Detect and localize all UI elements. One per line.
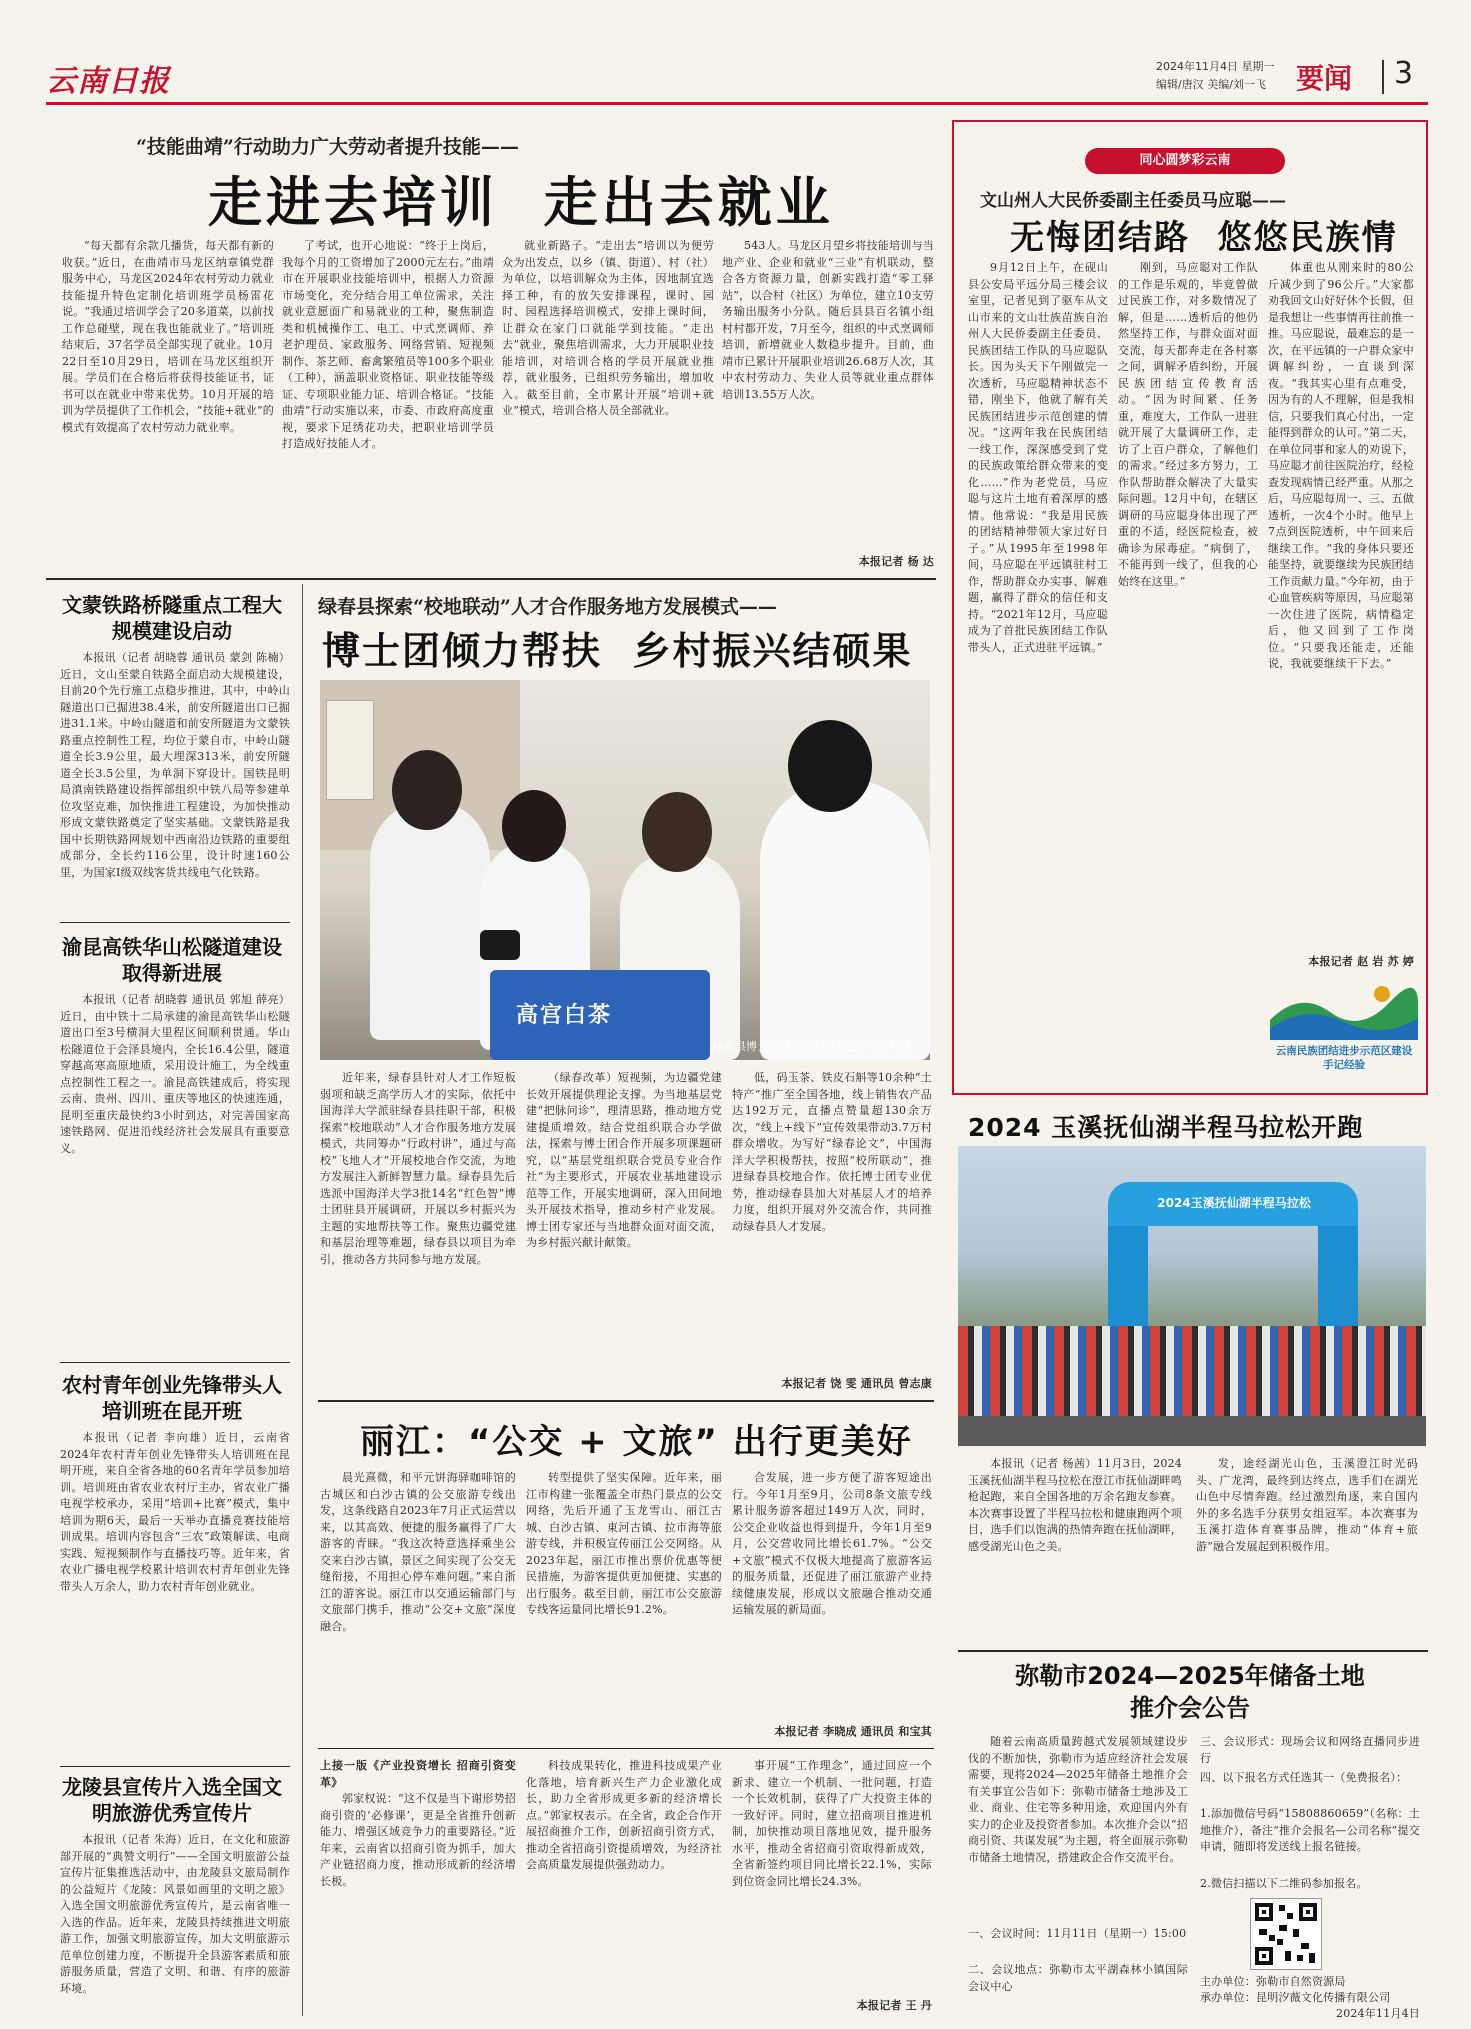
a9-logo-text: 云南民族团结进步示范区建设 手记经验 bbox=[1275, 1045, 1413, 1071]
a10-body-left: 本报讯（记者 杨茜）11月3日，2024玉溪抚仙湖半程马拉松在澄江市抚仙湖畔鸣枪起跑，来自全国各地的万余名跑友参赛。本次赛事设置了半程马拉松和健康跑两个项目，选手们以饱满的热情奔跑在抚仙湖畔，感受湖光山色之美。 bbox=[968, 1457, 1182, 1553]
a1-col2: 了考试，也开心地说：“终于上岗后，我每个月的工资增加了2000元左右。”曲靖市在开展职业技能培训中，根据人力资源市场变化，充分结合用工单位需求，关注就业意愿面广和易就业的工种，聚焦制造类和机械操作工、电工、中式烹调师、养老护理员、家政服务、网络营销、短视频制作、茶艺师、畜禽繁殖员等100多个职业（工种），涵盖职业资格证、职业技能等级证、专项职业能力证、培训合格证。“技能曲靖”行动实施以来，市委、市政府高度重视，要求下足绣花功夫，把职业培训学员打造成好技能人才。 bbox=[282, 239, 494, 450]
a11-item-6: 2.微信扫描以下二维码参加报名。 bbox=[1200, 1877, 1368, 1890]
a6-col2: （绿春改革）短视频，为边疆党建长效开展提供理论支撑。为当地基层党建“把脉问诊”，理清思路，推动地方党建提质增效。结合党组织联合办学做法，探索与博士团合作开展多项课题研究，以“基层党组织联合党员专业合作社”为主要形式，开展农业基地建设示范等工作，开展实地调研，深入田间地头开展技术指导，推动乡村产业发展。博士团专家还与当地群众面对面交流，为乡村振兴献计献策。 bbox=[526, 1071, 722, 1249]
a9-col2: 刚到，马应聪对工作队的工作是乐观的，毕竟曾做过民族工作，对多数情况了解，但是……透析后的他仍然坚持工作，与群众面对面交流，每天都奔走在各村寨之间，调解矛盾纠纷，开展民族团结宣传教育活动。“因为时间紧、任务重，难度大，工作队一进驻就开展了大量调研工作，走访了上百户群众，了解他们的需求。”经过多方努力，工作队帮助群众解决了大量实际问题。12月中旬，在辖区调研的马应聪身体出现了严重的不适，经医院检查，被确诊为尿毒症。“病倒了，不能再到一线了，但我的心始终在这里。” bbox=[1118, 261, 1258, 588]
a11-item-5: 1.添加微信号码“15808860659”（名称：土地推介），备注“推介会报名—公司名称”提交申请，随即将发送线上报名链接。 bbox=[1200, 1807, 1420, 1853]
a4-rule bbox=[60, 1766, 290, 1767]
a9-byline: 本报记者 赵 岩 苏 婷 bbox=[1308, 955, 1414, 968]
a11-item-2: 二、会议地点：弥勒市太平湖森林小镇国际会议中心 bbox=[968, 1963, 1188, 1993]
a9-col1: 9月12日上午，在砚山县公安局平远分局三楼会议室里，记者见到了驱车从文山市来的文山壮族苗族自治州人大民侨委副主任委员、民族团结工作队的马应聪队长。因为头天下午刚做完一次透析，马应聪精神状态不错，刚坐下，他就了解有关民族团结进步示范创建的情况。“这两年我在民族团结一线工作，深深感受到了党的民族政策给群众带来的变化……”作为老党员，马应聪与这片土地有着深厚的感情。他常说：“我是用民族的团结精神带领大家过好日子。”从1995年至1998年间，马应聪在平远镇驻村工作，帮助群众办实事、解难题，赢得了群众的信任和支持。“2021年12月，马应聪成为了首批民族团结工作队带头人，正式进驻平远镇。” bbox=[968, 261, 1108, 654]
a3-body: 本报讯（记者 胡晓蓉 通讯员 郭旭 薛亮）近日，由中铁十二局承建的渝昆高铁华山松隧道出口至3号横洞大里程区间顺利贯通。华山松隧道位于会泽县境内，全长16.4公里，隧道穿越高寒高原地质，采用设计施工，为全线重点控制性工程之一。渝昆高铁建成后，将实现云南、贵州、四川、重庆等地区的快速连通，昆明至重庆最快约3小时到达，对完善国家高速铁路网、促进沿线经济社会发展具有重要意义。 bbox=[60, 993, 290, 1155]
a2-body: 本报讯（记者 胡晓蓉 通讯员 蒙剑 陈楠）近日，文山至蒙自铁路全面启动大规模建设，目前20个先行施工点稳步推进，其中，中岭山隧道出口已掘进38.4米，前安所隧道出口已掘进31.1米。中岭山隧道和前安所隧道为文蒙铁路重点控制性工程，均位于蒙自市，中岭山隧道全长3.9公里，最大埋深313米，前安所隧道全长3.5公里，为单洞下穿设计。国铁昆明局滇南铁路建设指挥部组织中铁八局等参建单位攻坚克难，加快推进工程建设，为加快推动形成文蒙铁路奠定了坚实基础。文蒙铁路是我国中长期铁路网规划中西南沿边铁路的重要组成部分，全长约116公里，设计时速160公里，为国家Ⅰ级双线客货共线电气化铁路。 bbox=[60, 651, 290, 879]
a10-title: 2024 玉溪抚仙湖半程马拉松开跑 bbox=[968, 1113, 1364, 1142]
person-right bbox=[760, 780, 930, 1060]
a11-item-1: 一、会议时间：11月11日（星期一）15:00 bbox=[968, 1927, 1187, 1940]
a2-title: 文蒙铁路桥隧重点工程大规模建设启动 bbox=[62, 593, 282, 643]
masthead bbox=[0, 0, 1471, 100]
a11-date: 2024年11月4日 bbox=[1336, 2007, 1420, 2020]
masthead-rule bbox=[46, 102, 1428, 105]
a8-col3: 事开展“工作理念”，通过回应一个新求、建立一个机制、一批问题，打造一个长效机制，获得了广大投资主体的一致好评。同时，建立招商项目推进机制，加快推动项目落地见效，提升服务水平，推动全省招商引资取得新成效，全省新签约项目同比增长22.1%，实际到位资金同比增长24.3%。 bbox=[732, 1759, 932, 1888]
a2-rule bbox=[60, 922, 290, 923]
a7-rule bbox=[318, 1748, 934, 1749]
a11-body: 随着云南高质量跨越式发展领域建设步伐的不断加快，弥勒市为适应经济社会发展需要，现将2024—2025年储备土地推介会有关事宜公告如下：弥勒市储备土地涉及工业、商业、住宅等多种用途，欢迎国内外有实力的企业及投资者参加。本次推介会以“招商引资、共谋发展”为主题，将全面展示弥勒市储备土地情况，搭建政企合作交流平台。 bbox=[968, 1735, 1188, 1864]
a6-photo-caption: 绿春县博士团成员深入茶企进行实地调研。 bbox=[713, 1040, 922, 1053]
a7-col2: 转型提供了坚实保障。近年来，丽江市构建一张覆盖全市热门景点的公交网络，先后开通了玉龙雪山、丽江古城、白沙古镇、東河古镇、拉市海等旅游专线，并积极宣传丽江公交网络。从2023年起，丽江市推出票价优惠等便民措施，为游客提供更加便捷、实惠的出行服务。截至目前，丽江市公交旅游专线客运量同比增长91.2%。 bbox=[526, 1471, 722, 1616]
a11-item-3: 三、会议形式：现场会议和网络直播同步进行 bbox=[1200, 1735, 1420, 1765]
a6-rule bbox=[318, 1400, 934, 1402]
product-box-label: 高宫白茶 bbox=[516, 1003, 613, 1028]
left-col-divider bbox=[302, 584, 303, 2016]
a9-kicker: 文山州人大民侨委副主任委员马应聪—— bbox=[980, 191, 1286, 211]
section-divider bbox=[1382, 60, 1384, 94]
a1-byline: 本报记者 杨 达 bbox=[858, 555, 934, 568]
a3-title: 渝昆高铁华山松隧道建设取得新进展 bbox=[62, 935, 282, 985]
a6-photo bbox=[320, 680, 930, 1060]
camera-icon bbox=[480, 930, 520, 960]
a4-title: 农村青年创业先锋带头人培训班在昆开班 bbox=[62, 1373, 282, 1423]
a6-title: 博士团倾力帮扶 乡村振兴结硕果 bbox=[322, 629, 913, 673]
a10-rule bbox=[958, 1650, 1428, 1652]
a9-banner: 同心圆梦彩云南 bbox=[1085, 148, 1285, 174]
a7-col3: 合发展，进一步方便了游客短途出行。今年1月至9月，公司8条文旅专线累计服务游客超过149万人次，同时，公交企业收益也得到提升，今年1月至9月，公交营收同比增长61.7%。“公交+文旅”模式不仅极大地提高了旅游客运的服务质量，还促进了丽江旅游产业持续健康发展，形成以文旅融合推动交通运输发展的新局面。 bbox=[732, 1471, 932, 1616]
a11-title: 弥勒市2024—2025年储备土地推介会公告 bbox=[1015, 1662, 1365, 1722]
a9-logo bbox=[1270, 980, 1418, 1080]
a8-col1: 上接一版《产业投资增长 招商引资变革》 郭家权说：“这不仅是当下谢形势招商引资的‘必修课’，更是全省推升创新能力、增强区域竞争力的重要路径。”近年来，云南省以招商引资为抓手，加大产业链招商力度，推动形成新的经济增长极。 bbox=[320, 1759, 516, 1888]
newspaper-logo: 云南日报 bbox=[46, 64, 170, 99]
qr-code-icon bbox=[1251, 1899, 1321, 1969]
a1-bottom-rule bbox=[46, 578, 936, 580]
a8-byline: 本报记者 王 丹 bbox=[856, 1999, 932, 2012]
person-center-left-head bbox=[502, 790, 566, 862]
a1-col4: 543人。马龙区月望乡将技能培训与当地产业、企业和就业“三业”有机联动，整合各方资源力量，创新实践打造“零工驿站”，以合村（社区）为单位，建立10支劳务输出服务小分队。随后县县百名镇小组村村都开发，7月至今，组织的中式烹调师培训，新增就业人数稳步提升。目前，曲靖市已累计开展职业培训26.68万人次，其中农村劳动力、失业人员等就业重点群体培训13.55万人次。 bbox=[722, 239, 934, 401]
a1-col1: “每天都有余款几播货，每天都有新的收获。”近日，在曲靖市马龙区纳章镇党群服务中心，马龙区2024年农村劳动力就业技能提升特色定制化培训班学员杨雷花说。“我通过培训学会了20多道菜，以前找工作总碰壁，现在我也能就业了。”培训班结束后，37名学员全部实现了就业。10月22日至10月29日，培训在马龙区组织开展。学员们在合格后将获得技能证书，证书可以在就业中带来优势。10月开展的培训为学员提供了工作机会，“技能+就业”的模式有效提高了农村劳动力就业率。 bbox=[62, 239, 274, 434]
a7-byline: 本报记者 李晓成 通讯员 和宝其 bbox=[774, 1725, 932, 1738]
a3-rule bbox=[60, 1362, 290, 1363]
road bbox=[958, 1416, 1426, 1446]
a11-item-4: 四、以下报名方式任选其一（免费报名）： bbox=[1200, 1771, 1408, 1784]
ethnic-unity-wave-icon bbox=[1270, 980, 1418, 1040]
a7-title: 丽江：“公交 + 文旅” 出行更美好 bbox=[360, 1422, 913, 1462]
a5-body: 本报讯（记者 朱海）近日，在文化和旅游部开展的“典赞文明行”——全国文明旅游公益宣传片征集推选活动中，由龙陵县文旅局制作的公益短片《龙陵：风景如画里的文明之旅》入选全国文明旅游优秀宣传片，是云南省唯一入选的作品。近年来，龙陵县持续推进文明旅游工作，加强文明旅游宣传，加大文明旅游示范单位创建力度，不断提升全县游客素质和旅游服务质量，营造了文明、和谐、有序的旅游环境。 bbox=[60, 1833, 290, 1995]
a8-intro: 上接一版《产业投资增长 招商引资变革》 bbox=[320, 1759, 516, 1789]
issue-date-text: 2024年11月4日 bbox=[1156, 60, 1238, 73]
issue-date bbox=[1156, 58, 1275, 74]
person-left bbox=[370, 800, 490, 1040]
a1-col3: 就业新路子。“走出去”培训以为便劳众为出发点，以乡（镇、街道）、村（社）为单位，以培训解众为主体，因地制宜选择工种，有的放矢安排课程，课时、园时、园程选择培训模式，安排上课时间，让群众在家门口就能学到技能。“走出去”就业，聚焦培训需求，大力开展职业技能培训，对培训合格的学员开展就业推荐，就业服务，已组织劳务输出，增加收入。截至目前，全市累计开展“培训+就业”模式，培训合格人员全部就业。 bbox=[502, 239, 714, 417]
a11-organizer: 承办单位：昆明汐薇文化传播有限公司 bbox=[1200, 1991, 1391, 2004]
a10-photo bbox=[958, 1146, 1426, 1446]
person-right-head bbox=[788, 720, 872, 812]
a9-title: 无悔团结路 悠悠民族情 bbox=[1010, 218, 1398, 258]
a5-title: 龙陵县宣传片入选全国文明旅游优秀宣传片 bbox=[62, 1775, 282, 1825]
editors-line: 编辑/唐汉 美编/刘一飞 bbox=[1156, 78, 1266, 91]
arch-left-pillar bbox=[1108, 1216, 1148, 1336]
a6-col1: 近年来，绿春县针对人才工作短板弱项和缺乏高学历人才的实际，依托中国海洋大学派驻绿春县挂职干部，积极探索“校地联动”人才合作服务地方发展模式，共同筹办“行政村讲”，通过与高校“飞地人才”开展校地合作交流，为地方发展注入新鲜智慧力量。绿春县先后选派中国海洋大学3批14名“红色智”博士团驻县开展调研，开展以乡村振兴为主题的实地帮扶等工作。聚焦边疆党建和基层治理等难题，绿春县以项目为牵引，推动各方共同参与地方发展。 bbox=[320, 1071, 516, 1266]
a6-col3: 低，码玉茶、铁皮石斛等10余种“土特产”推广至全国各地，线上销售农产品达192万元，直播点赞量超130余万次，“线上+线下”宣传效果带动3.7万村群众增收。为写好“绿春论文”，中国海洋大学积极帮扶，按照“校所联动”，推进绿春县校地合作。依托博士团专业优势，推动绿春县加大对基层人才的培养力度，组织开展对外交流合作，共同推动绿春县人才发展。 bbox=[732, 1071, 932, 1233]
a7-col1: 晨光熹微，和平元饼海驿咖啡馆的古城区和白沙古镇的公交旅游专线出发，这条线路自2023年7月正式运营以来，以其高效、便捷的服务赢得了广大游客的青睐。“我这次特意选择乘坐公交来白沙古镇，景区之间实现了公交无缝衔接，不用担心停车难问题。”来自浙江的游客说。丽江市以交通运输部门与文旅部门携手，推动“公交+文旅”深度融合。 bbox=[320, 1471, 516, 1633]
issue-weekday: 星期一 bbox=[1241, 60, 1275, 73]
a1-title: 走进去培训 走出去就业 bbox=[208, 171, 834, 234]
shelf-sign bbox=[326, 700, 374, 800]
a10-body-right: 发，途经湖光山色，玉溪澄江时光码头、广龙湾，最终到达终点，选手们在湖光山色中尽情奔跑。经过激烈角逐，来自国内外的多名选手分获男女组冠军。本次赛事为玉溪打造体育赛事品牌，推动“体育+旅游”融合发展起到积极作用。 bbox=[1196, 1457, 1418, 1553]
page-number: 3 bbox=[1394, 56, 1414, 91]
a9-col3: 体重也从刚来时的80公斤减少到了96公斤。”大家都劝我回文山好好休个长假，但是我想让一些事情再往前推一推。马应聪说，最难忘的是一次，在平远镇的一户群众家中调解纠纷，一直谈到深夜。“我其实心里有点难受，因为有的人不理解，但是我相信，只要我们真心付出，一定能得到群众的认可。”第二天，在单位同事和家人的劝说下，马应聪才前往医院治疗，经检查发现病情已经严重。从那之后，马应聪每周一、三、五做透析，一次4个小时。他早上7点到医院透析，中午回来后继续工作。“我的身体只要还能坚持，就要继续为民族团结工作贡献力量。”今年初，由于心血管疾病等原因，马应聪第一次住进了医院，病情稳定后，他又回到了工作岗位。“只要我还能走，还能说，我就要继续干下去。” bbox=[1268, 261, 1414, 670]
section-name: 要闻 bbox=[1296, 62, 1353, 95]
a1-kicker: “技能曲靖”行动助力广大劳动者提升技能—— bbox=[136, 136, 519, 158]
a11-sponsor: 主办单位：弥勒市自然资源局 bbox=[1200, 1975, 1346, 1988]
person-left-head bbox=[392, 750, 462, 830]
a6-byline: 本报记者 饶 雯 通讯员 曾志康 bbox=[781, 1377, 932, 1390]
a4-body: 本报讯（记者 李向雄）近日，云南省2024年农村青年创业先锋带头人培训班在昆明开班，来自全省各地的60名青年学员参加培训。培训班由省农业农村厅主办，省农业广播电视学校承办，采用“培训+比赛”模式，集中培训为期6天，最后一天举办直播竞赛技能培训成果。培训内容包含“三农”政策解读、电商实践、短视频制作与直播技巧等。近年来，省农业广播电视学校累计培训农村青年创业先锋带头人万余人，助力农村青年创业就业。 bbox=[60, 1431, 290, 1593]
signup-qr-code[interactable] bbox=[1250, 1898, 1322, 1970]
arch-text: 2024玉溪抚仙湖半程马拉松 bbox=[1157, 1196, 1311, 1210]
person-center-head bbox=[642, 792, 712, 872]
a8-col2: 科技成果转化，推进科技成果产业化落地，培育新兴生产力企业激化成长，助力全省形成更多新的经济增长点。”郭家权表示。在全省，政企合作开展招商推介工作，创新招商引资方式，推动全省招商引资提质增效，为经济社会高质量发展提供强劲动力。 bbox=[526, 1759, 722, 1871]
a6-kicker: 绿春县探索“校地联动”人才合作服务地方发展模式—— bbox=[318, 596, 777, 618]
